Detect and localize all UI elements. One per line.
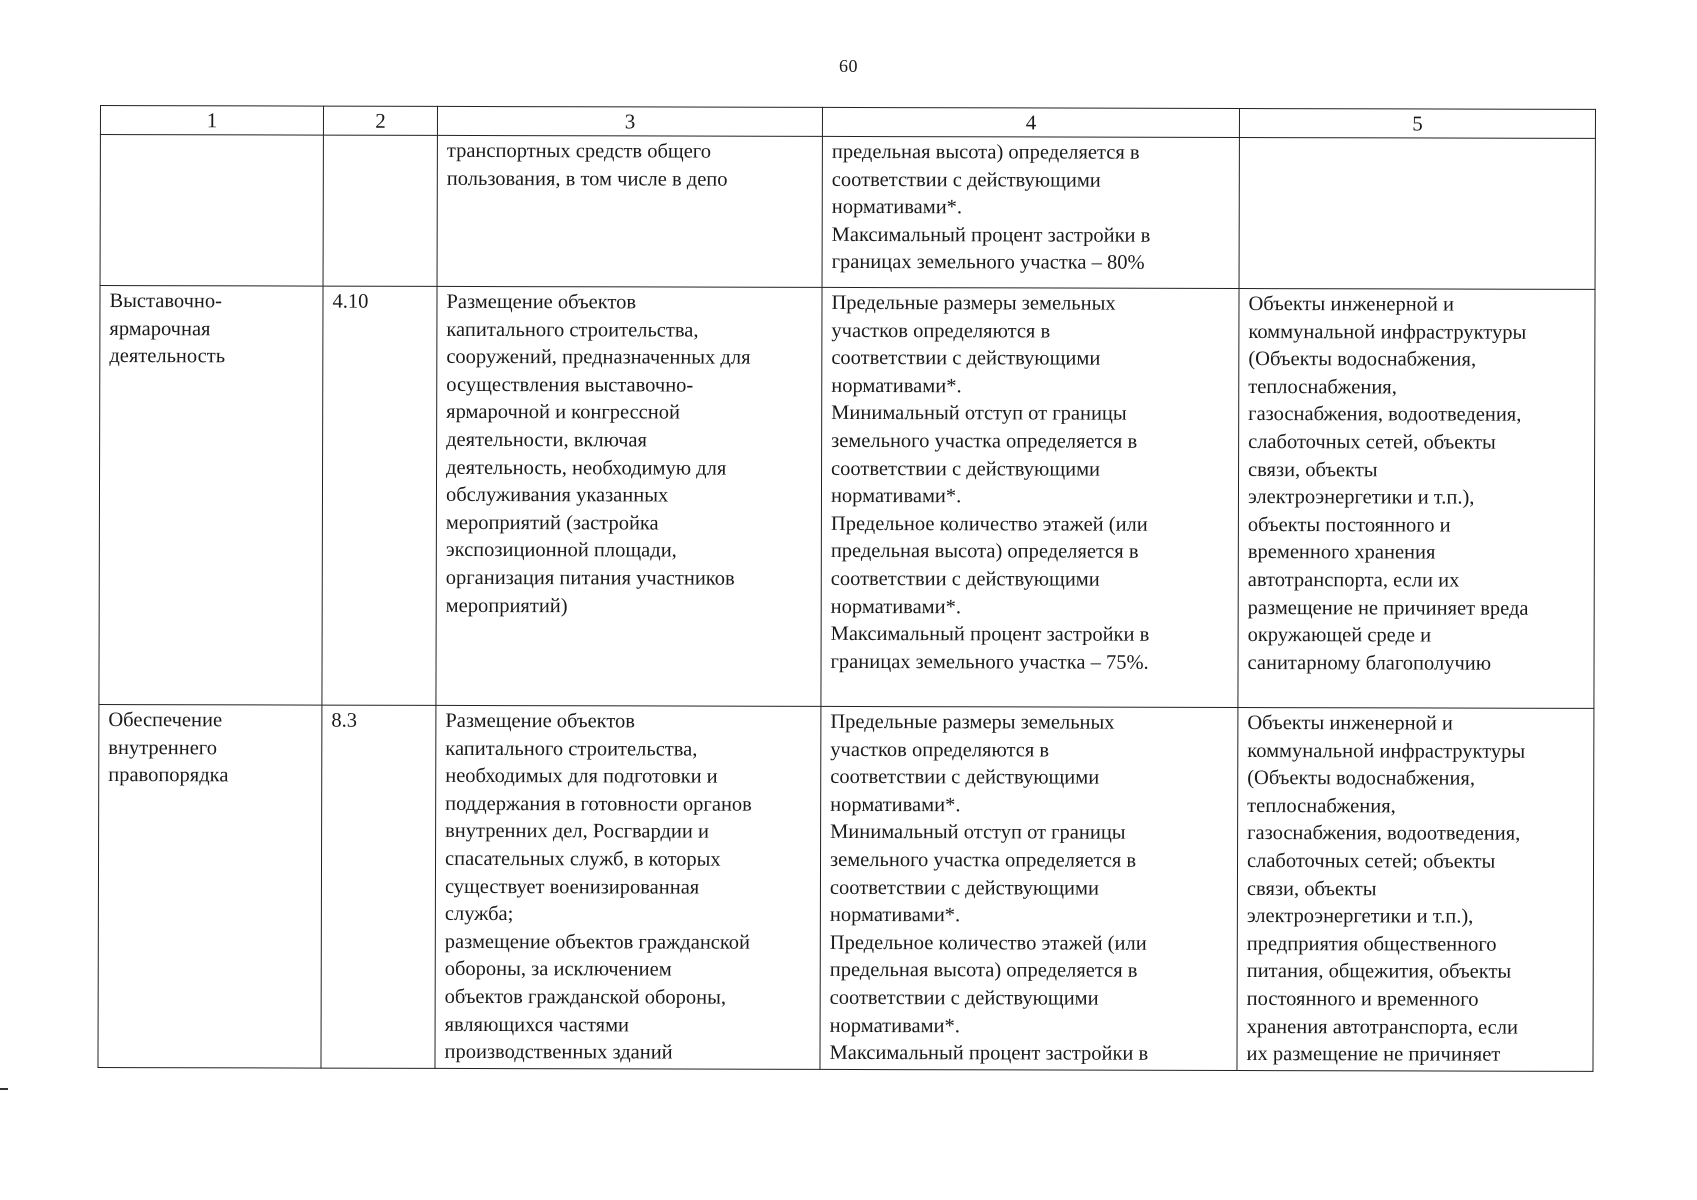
auxiliary-uses: Объекты инженерной и коммунальной инфраструктуры (Объекты водоснабжения, теплоснабжения, газоснабжения, водоотведения, слаботочных сетей, объекты связи, объекты электроэнергетики и т.п.), объекты постоянного и временного хранения автотранспорта, если их размещение не причиняет вреда окружающей среде и санитарному благополучию	[1238, 288, 1595, 708]
table-header-row	[100, 106, 1595, 139]
land-plot-parameters: Предельные размеры земельных участков определяются в соответствии с действующими нормативами*. Минимальный отступ от границы земельного участка определяется в соответствии с действующими нормативами*. Предельное количество этажей (или предельная высота) определяется в соответствии с действующими нормативами*. Максимальный процент застройки в	[820, 706, 1238, 1070]
use-type-name: Обеспечение внутреннего правопорядка	[98, 704, 322, 1068]
use-type-code: 8.3	[321, 705, 436, 1068]
column-header-3: 3	[437, 106, 822, 136]
use-type-description: Размещение объектов капитального строительства, необходимых для подготовки и поддержания в готовности органов внутренних дел, Росгвардии и спасательных служб, в которых существует военизированная служба; размещение объектов гражданской обороны, за исключением объектов гражданской обороны, являющихся частями производственных зданий	[435, 705, 821, 1069]
use-type-code	[323, 135, 437, 286]
use-type-code: 4.10	[322, 286, 437, 705]
zoning-regulations-table	[97, 105, 1596, 1072]
land-plot-parameters: Предельные размеры земельных участков определяются в соответствии с действующими нормативами*. Минимальный отступ от границы земельного участка определяется в соответствии с действующими нормативами*. Предельное количество этажей (или предельная высота) определяется в соответствии с действующими нормативами*. Максимальный процент застройки в границах земельного участка – 75%.	[821, 287, 1239, 707]
column-header-2: 2	[323, 106, 437, 135]
table-row	[99, 286, 1595, 709]
use-type-name: Выставочно- ярмарочная деятельность	[99, 286, 323, 706]
auxiliary-uses	[1239, 137, 1595, 289]
table-row	[98, 704, 1594, 1071]
column-header-4: 4	[822, 107, 1239, 137]
scan-edge-mark	[0, 1088, 8, 1090]
use-type-name	[100, 135, 323, 287]
page-number: 60	[839, 56, 858, 76]
land-plot-parameters: предельная высота) определяется в соответствии с действующими нормативами*. Максимальный процент застройки в границах земельного участка – 80%	[822, 136, 1239, 288]
use-type-description: транспортных средств общего пользования, в том числе в депо	[437, 135, 822, 287]
use-type-description: Размещение объектов капитального строительства, сооружений, предназначенных для осуществления выставочно- ярмарочной и конгрессной деятельности, включая деятельность, необходимую для обслуживания указанных мероприятий (застройка экспозиционной площади, организация питания участников мероприятий)	[436, 286, 822, 706]
auxiliary-uses: Объекты инженерной и коммунальной инфраструктуры (Объекты водоснабжения, теплоснабжения, газоснабжения, водоотведения, слаботочных сетей; объекты связи, объекты электроэнергетики и т.п.), предприятия общественного питания, общежития, объекты постоянного и временного хранения автотранспорта, если их размещение не причиняет	[1237, 707, 1594, 1071]
column-header-5: 5	[1239, 108, 1595, 138]
column-header-1: 1	[100, 106, 323, 136]
table-row	[100, 135, 1595, 290]
